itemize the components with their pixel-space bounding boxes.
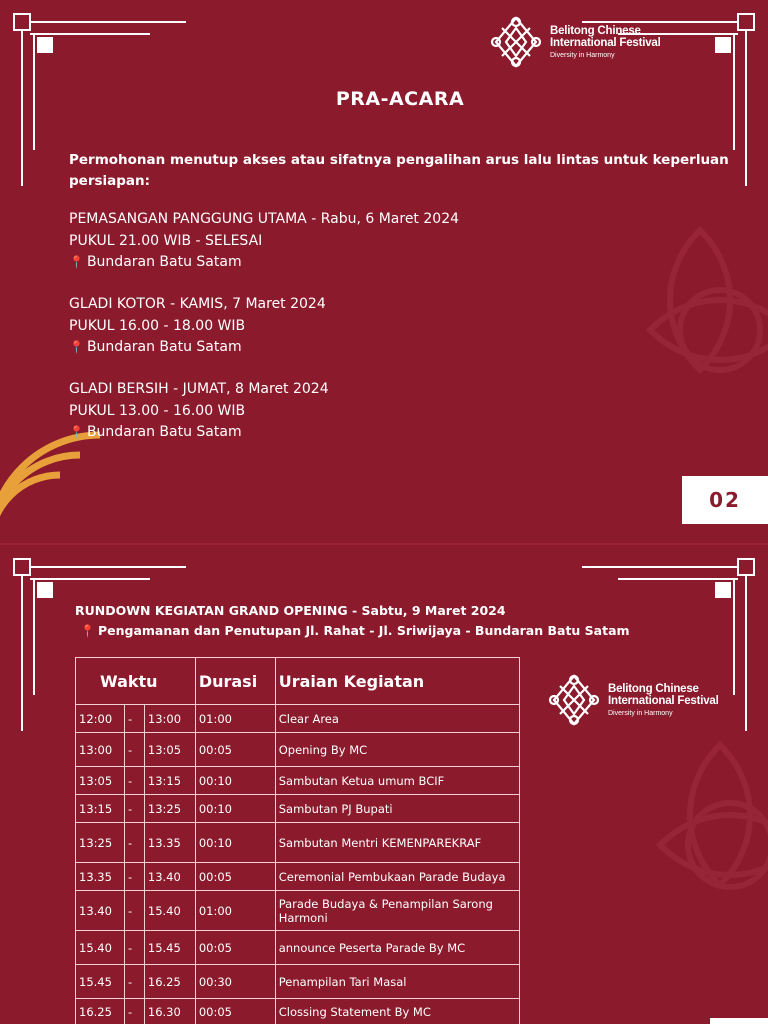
cell-duration: 01:00 [195, 705, 275, 733]
cell-start-time: 13:25 [76, 823, 125, 863]
brand-name-line1: Belitong Chinese [608, 682, 699, 695]
event-location: 📍 Bundaran Batu Satam [69, 424, 242, 440]
cell-duration: 00:05 [195, 733, 275, 767]
cell-start-time: 15.45 [76, 965, 125, 999]
table-row [76, 863, 520, 891]
header-waktu: Waktu [76, 658, 196, 705]
map-pin-icon: 📍 [69, 425, 84, 439]
event-location: 📍 Bundaran Batu Satam [69, 254, 242, 270]
cell-start-time: 12:00 [76, 705, 125, 733]
event-item [69, 294, 709, 359]
page-title: PRA-ACARA [335, 88, 465, 110]
cell-start-time: 16.25 [76, 999, 125, 1024]
event-location: 📍 Bundaran Batu Satam [69, 339, 242, 355]
event-time: PUKUL 21.00 WIB - SELESAI [69, 232, 263, 249]
table-row [76, 965, 520, 999]
cell-description: Ceremonial Pembukaan Parade Budaya [275, 863, 519, 891]
table-row [76, 795, 520, 823]
header-durasi: Durasi [195, 658, 275, 705]
cell-separator: - [124, 733, 144, 767]
cell-duration: 00:10 [195, 795, 275, 823]
brand-tagline: Diversity in Harmony [608, 709, 673, 717]
table-row [76, 705, 520, 733]
cell-description: Sambutan Mentri KEMENPAREKRAF [275, 823, 519, 863]
cell-description: Clossing Statement By MC [275, 999, 519, 1024]
event-item [69, 209, 709, 274]
cell-end-time: 16.25 [144, 965, 195, 999]
cell-start-time: 13.35 [76, 863, 125, 891]
cell-separator: - [124, 863, 144, 891]
event-title: PEMASANGAN PANGGUNG UTAMA - Rabu, 6 Maret 2024 [69, 211, 460, 227]
cell-separator: - [124, 931, 144, 965]
cell-description: announce Peserta Parade By MC [275, 931, 519, 965]
cell-description: Clear Area [275, 705, 519, 733]
cell-duration: 00:10 [195, 823, 275, 863]
brand-name-line2: International Festival [550, 37, 661, 50]
cell-start-time: 13:15 [76, 795, 125, 823]
cell-end-time: 13:25 [144, 795, 195, 823]
cell-description: Sambutan PJ Bupati [275, 795, 519, 823]
cell-start-time: 13:05 [76, 767, 125, 795]
event-time: PUKUL 16.00 - 18.00 WIB [69, 317, 246, 334]
rundown-table [75, 657, 520, 1024]
cell-duration: 00:05 [195, 863, 275, 891]
brand-tagline: Diversity in Harmony [550, 51, 615, 59]
cell-separator: - [124, 999, 144, 1024]
event-title: GLADI BERSIH - JUMAT, 8 Maret 2024 [69, 381, 329, 397]
event-title: GLADI KOTOR - KAMIS, 7 Maret 2024 [69, 296, 326, 312]
table-header-row [76, 658, 520, 705]
cell-description: Penampilan Tari Masal [275, 965, 519, 999]
table-row [76, 767, 520, 795]
cell-end-time: 13:15 [144, 767, 195, 795]
cell-end-time: 13:00 [144, 705, 195, 733]
event-time: PUKUL 13.00 - 16.00 WIB [69, 402, 246, 419]
cell-description: Sambutan Ketua umum BCIF [275, 767, 519, 795]
event-item [69, 379, 709, 444]
map-pin-icon: 📍 [80, 624, 95, 638]
brand-name-line2: International Festival [608, 695, 719, 708]
table-row [76, 931, 520, 965]
cell-end-time: 13.35 [144, 823, 195, 863]
page-rundown [0, 545, 768, 1024]
map-pin-icon: 📍 [69, 255, 84, 269]
lotus-knot-icon [546, 672, 602, 728]
cell-start-time: 13.40 [76, 891, 125, 931]
table-row [76, 733, 520, 767]
cell-separator: - [124, 891, 144, 931]
cell-separator: - [124, 795, 144, 823]
cell-description: Parade Budaya & Penampilan Sarong Harmoni [275, 891, 519, 931]
header-uraian: Uraian Kegiatan [275, 658, 519, 705]
cell-separator: - [124, 767, 144, 795]
cell-start-time: 13:00 [76, 733, 125, 767]
cell-duration: 00:10 [195, 767, 275, 795]
page-number-badge: 02 [682, 476, 768, 524]
cell-duration: 00:30 [195, 965, 275, 999]
festival-logo [488, 14, 661, 70]
table-row [76, 823, 520, 863]
table-row [76, 891, 520, 931]
cell-end-time: 15.40 [144, 891, 195, 931]
cell-description: Opening By MC [275, 733, 519, 767]
cell-separator: - [124, 823, 144, 863]
rundown-location: 📍 Pengamanan dan Penutupan Jl. Rahat - Jl. Sriwijaya - Bundaran Batu Satam [80, 623, 630, 638]
cell-end-time: 16.30 [144, 999, 195, 1024]
festival-logo [546, 672, 719, 728]
intro-text: Permohonan menutup akses atau sifatnya pengalihan arus lalu lintas untuk keperluan persiapan: [69, 152, 729, 189]
cell-separator: - [124, 705, 144, 733]
cell-end-time: 15.45 [144, 931, 195, 965]
cell-separator: - [124, 965, 144, 999]
rundown-title: RUNDOWN KEGIATAN GRAND OPENING - Sabtu, 9 Maret 2024 [75, 603, 506, 618]
cell-duration: 00:05 [195, 999, 275, 1024]
cell-start-time: 15.40 [76, 931, 125, 965]
lotus-knot-icon [488, 14, 544, 70]
cell-duration: 01:00 [195, 891, 275, 931]
brand-name-line1: Belitong Chinese [550, 24, 641, 37]
map-pin-icon: 📍 [69, 340, 84, 354]
cell-duration: 00:05 [195, 931, 275, 965]
page-number-badge-partial [710, 1018, 768, 1024]
cell-end-time: 13:05 [144, 733, 195, 767]
cell-end-time: 13.40 [144, 863, 195, 891]
table-row [76, 999, 520, 1024]
